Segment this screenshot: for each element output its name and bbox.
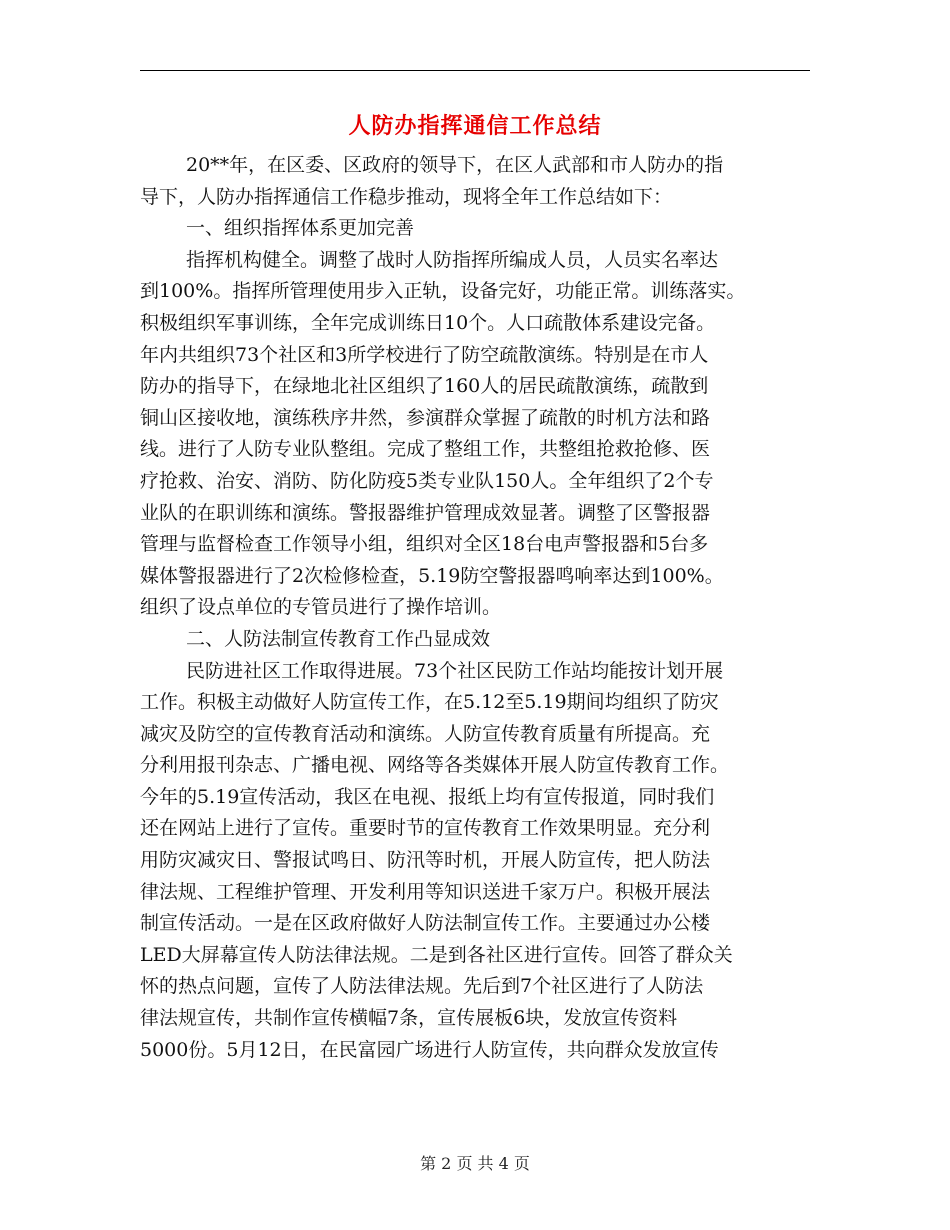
body-line: 20**年，在区委、区政府的领导下，在区人武部和市人防办的指 bbox=[186, 154, 724, 176]
body-line: 分利用报刊杂志、广播电视、网络等各类媒体开展人防宣传教育工作。 bbox=[140, 754, 730, 777]
body-line: 5000份。5月12日，在民富园广场进行人防宣传，共向群众发放宣传 bbox=[140, 1038, 719, 1061]
page-number: 第 2 页 共 4 页 bbox=[420, 1154, 530, 1173]
body-line: 铜山区接收地，演练秩序井然，参演群众掌握了疏散的时机方法和路 bbox=[140, 406, 711, 429]
body-line: 制宣传活动。一是在区政府做好人防法制宣传工作。主要通过办公楼 bbox=[140, 912, 711, 935]
body-line: 律法规宣传，共制作宣传横幅7条，宣传展板6块，发放宣传资料 bbox=[140, 1007, 678, 1030]
body-line: 防办的指导下，在绿地北社区组织了160人的居民疏散演练，疏散到 bbox=[140, 375, 709, 398]
body-line: 指挥机构健全。调整了战时人防指挥所编成人员，人员实名率达 bbox=[186, 248, 719, 271]
body-line: 到100%。指挥所管理使用步入正轨，设备完好，功能正常。训练落实。 bbox=[140, 280, 746, 303]
body-line: 减灾及防空的宣传教育活动和演练。人防宣传教育质量有所提高。充 bbox=[140, 722, 711, 745]
body-line: LED大屏幕宣传人防法律法规。二是到各社区进行宣传。回答了群众关 bbox=[140, 943, 733, 966]
section-heading: 二、人防法制宣传教育工作凸显成效 bbox=[186, 627, 491, 650]
body-line: 律法规、工程维护管理、开发利用等知识送进千家万户。积极开展法 bbox=[140, 880, 711, 903]
body-line: 今年的5.19宣传活动，我区在电视、报纸上均有宣传报道，同时我们 bbox=[140, 785, 715, 808]
body-line: 媒体警报器进行了2次检修检查，5.19防空警报器鸣响率达到100%。 bbox=[140, 564, 724, 587]
body-line: 积极组织军事训练，全年完成训练日10个。人口疏散体系建设完备。 bbox=[140, 311, 716, 334]
body-line: 业队的在职训练和演练。警报器维护管理成效显著。调整了区警报器 bbox=[140, 501, 711, 524]
body-line: 管理与监督检查工作领导小组，组织对全区18台电声警报器和5台多 bbox=[140, 533, 709, 556]
section-heading: 一、组织指挥体系更加完善 bbox=[186, 217, 415, 240]
document-title: 人防办指挥通信工作总结 bbox=[348, 113, 602, 139]
body-line: 线。进行了人防专业队整组。完成了整组工作，共整组抢救抢修、医 bbox=[140, 438, 711, 461]
body-line: 民防进社区工作取得进展。73个社区民防工作站均能按计划开展 bbox=[186, 659, 724, 682]
body-line: 疗抢救、治安、消防、防化防疫5类专业队150人。全年组织了2个专 bbox=[140, 469, 714, 492]
document-body bbox=[140, 150, 810, 1066]
body-line: 还在网站上进行了宣传。重要时节的宣传教育工作效果明显。充分利 bbox=[140, 817, 711, 840]
body-line: 年内共组织73个社区和3所学校进行了防空疏散演练。特别是在市人 bbox=[140, 343, 709, 366]
body-line: 用防灾减灾日、警报试鸣日、防汛等时机，开展人防宣传，把人防法 bbox=[140, 849, 711, 872]
body-line: 导下，人防办指挥通信工作稳步推动，现将全年工作总结如下： bbox=[140, 185, 673, 208]
body-line: 组织了设点单位的专管员进行了操作培训。 bbox=[140, 596, 502, 619]
body-line: 怀的热点问题，宣传了人防法律法规。先后到7个社区进行了人防法 bbox=[140, 975, 704, 998]
header-rule bbox=[140, 70, 810, 71]
body-line: 工作。积极主动做好人防宣传工作，在5.12至5.19期间均组织了防灾 bbox=[140, 691, 719, 714]
